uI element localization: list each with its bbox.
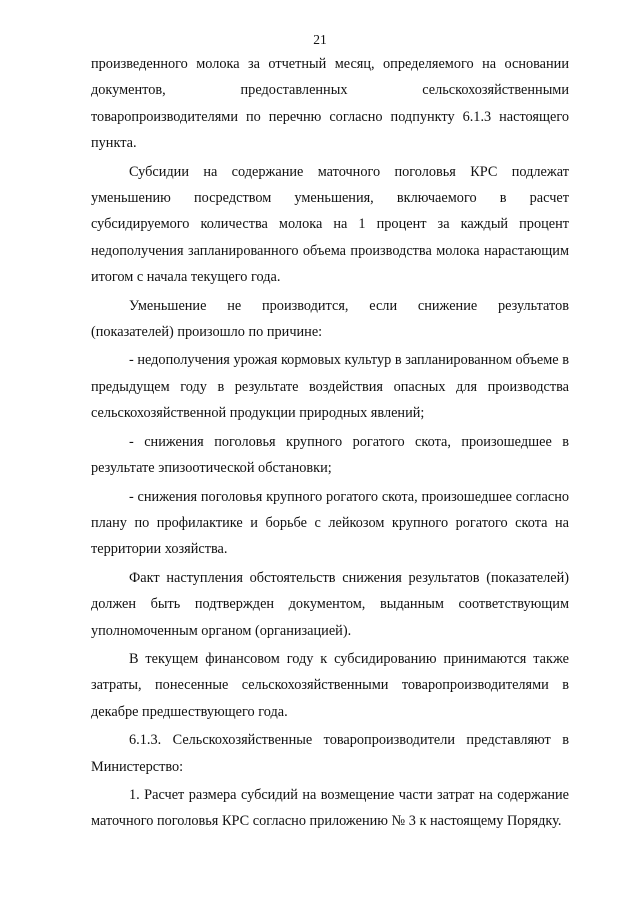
paragraph-december-costs: В текущем финансовом году к субсидированию принимаются также затраты, понесенные сельскохозяйственными товаропроизводителями в декабре предшествующего года.: [91, 650, 569, 720]
document-body: [91, 51, 569, 835]
list-item-subsidy-calculation: 1. Расчет размера субсидий на возмещение части затрат на содержание маточного поголовья КРС согласно приложению № 3 к настоящему Порядку.: [91, 786, 569, 830]
list-item-leukosis-plan: - снижения поголовья крупного рогатого скота, произошедшее согласно плану по профилактике и борьбе с лейкозом крупного рогатого скота на территории хозяйства.: [91, 488, 569, 558]
paragraph-subsidy-reduction: Субсидии на содержание маточного поголовья КРС подлежат уменьшению посредством уменьшения, включаемого в расчет субсидируемого количества молока на 1 процент за каждый процент недополучения запланированного объема производства молока нарастающим итогом с начала текущего года.: [91, 163, 569, 286]
paragraph-reduction-exceptions: Уменьшение не производится, если снижение результатов (показателей) произошло по причине:: [91, 297, 569, 341]
paragraph-milk-documents: произведенного молока за отчетный месяц, определяемого на основании документов, предоставленных сельскохозяйственными товаропроизводителями по перечню согласно подпункту 6.1.3 настоящего пункта.: [91, 56, 569, 152]
list-item-epizootic: - снижения поголовья крупного рогатого скота, произошедшее в результате эпизоотической обстановки;: [91, 433, 569, 477]
page-number: 21: [313, 32, 327, 47]
paragraph-section-6-1-3: 6.1.3. Сельскохозяйственные товаропроизводители представляют в Министерство:: [91, 732, 569, 775]
list-item-crop-shortfall: - недополучения урожая кормовых культур в запланированном объеме в предыдущем году в результате воздействия опасных для производства сельскохозяйственной продукции природных явлений;: [91, 352, 569, 422]
paragraph-confirmation-document: Факт наступления обстоятельств снижения результатов (показателей) должен быть подтвержден документом, выданным соответствующим уполномоченным органом (организацией).: [91, 569, 569, 639]
